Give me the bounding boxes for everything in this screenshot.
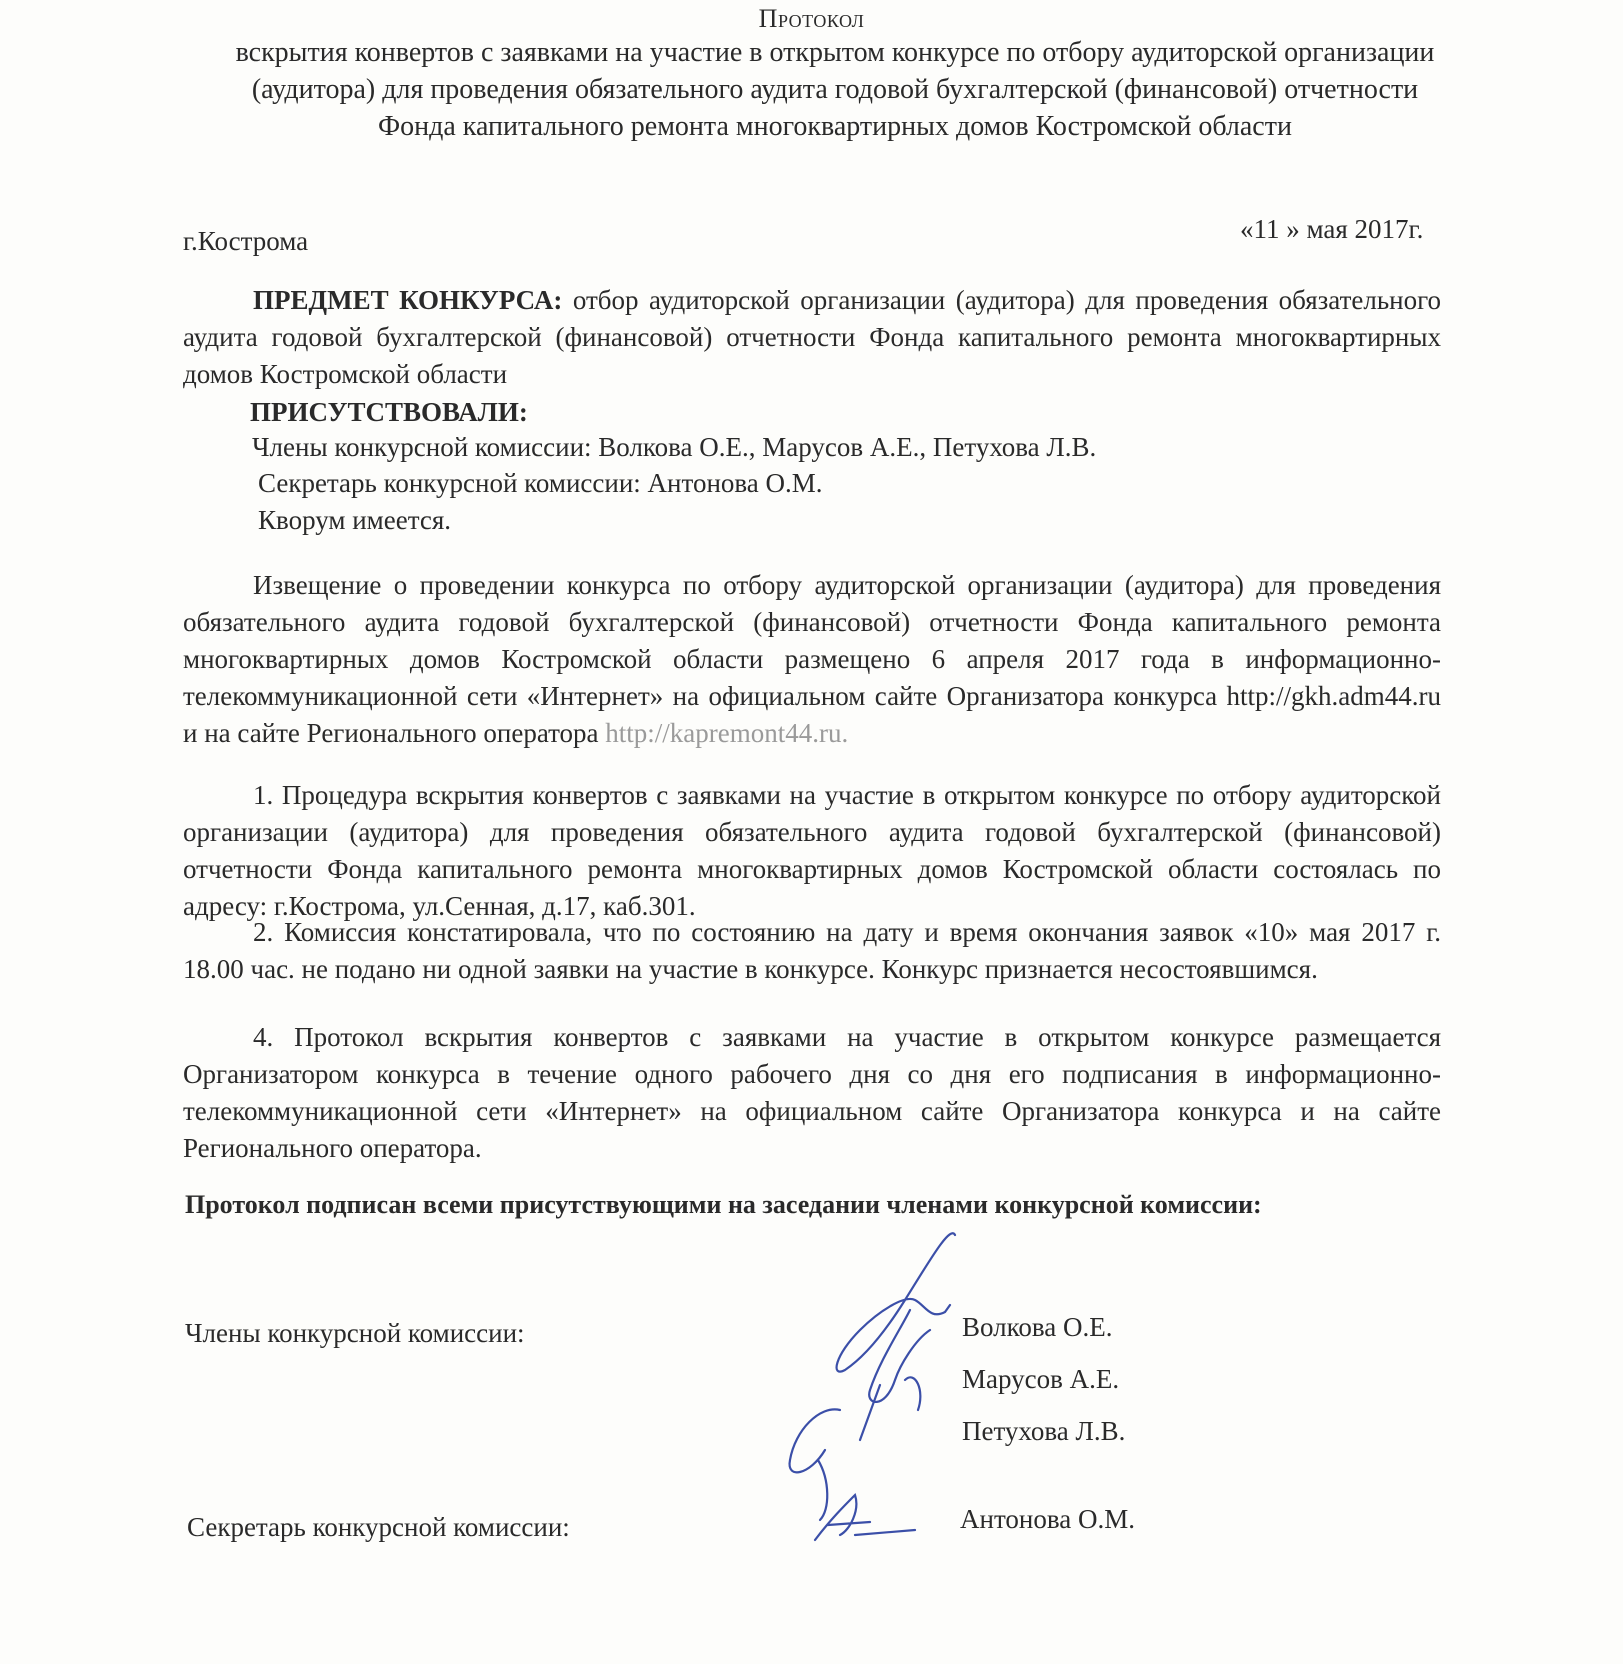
signature-petuhova	[790, 1409, 840, 1520]
attendance-secretary: Секретарь конкурсной комиссии: Антонова О.М.	[258, 468, 823, 498]
secretary-name: Антонова О.М.	[960, 1504, 1135, 1534]
notice-text: Извещение о проведении конкурса по отбору аудиторской организации (аудитора) для проведения обязательного аудита годовой бухгалтерской (финансовой) отчетности Фонда капитального ремонта многоквартирных домов Костромской области размещено 6 апреля 2017 года в информационно-телекоммуникационной сети «Интернет» на официальном сайте Организатора конкурса http://gkh.adm44.ru и на сайте Регионального оператора	[183, 570, 1441, 748]
signatures-heading: Протокол подписан всеми присутствующими на заседании членами конкурсной комиссии:	[185, 1190, 1262, 1219]
signature-volkova	[837, 1233, 955, 1371]
member-name: Марусов А.Е.	[962, 1364, 1120, 1394]
quorum: Кворум имеется.	[258, 505, 451, 535]
city: г.Кострома	[183, 226, 309, 256]
subject-paragraph	[183, 282, 1441, 393]
document-date: «11 » мая 2017г.	[1240, 214, 1424, 244]
signature-marusov	[860, 1310, 930, 1440]
item-4: 4. Протокол вскрытия конвертов с заявками на участие в открытом конкурсе размещается Организатором конкурса в течение одного рабочего дня со дня его подписания в информационно-телекоммуникационной сети «Интернет» на официальном сайте Организатора конкурса и на сайте Регионального оператора.	[183, 1022, 1441, 1163]
attendance-members: Члены конкурсной комиссии: Волкова О.Е., Марусов А.Е., Петухова Л.В.	[252, 432, 1097, 462]
item-2: 2. Комиссия констатировала, что по состоянию на дату и время окончания заявок «10» мая 2017 г. 18.00 час. не подано ни одной заявки на участие в конкурсе. Конкурс признается несостоявшимся.	[183, 917, 1441, 984]
members-label: Члены конкурсной комиссии:	[185, 1318, 525, 1348]
item-1: 1. Процедура вскрытия конвертов с заявками на участие в открытом конкурсе по отбору аудиторской организации (аудитора) для проведения обязательного аудита годовой бухгалтерской (финансовой) отчетности Фонда капитального ремонта многоквартирных домов Костромской области состоялась по адресу: г.Кострома, ул.Сенная, д.17, каб.301.	[183, 780, 1441, 921]
member-name: Петухова Л.В.	[962, 1416, 1126, 1446]
notice-paragraph	[183, 567, 1441, 752]
regional-operator-link[interactable]: http://kapremont44.ru.	[605, 718, 849, 748]
member-name: Волкова О.Е.	[962, 1312, 1113, 1342]
attendance-label: ПРИСУТСТВОВАЛИ:	[250, 397, 528, 427]
signature-antonova	[815, 1495, 915, 1540]
subject-text: отбор аудиторской организации (аудитора) для проведения обязательного аудита годовой бухгалтерской (финансовой) отчетности Фонда капитального ремонта многоквартирных домов Костромской области	[183, 285, 1441, 389]
document-title: Протокол	[758, 4, 865, 33]
document-subtitle: вскрытия конвертов с заявками на участие в открытом конкурсе по отбору аудиторской организации (аудитора) для проведения обязательного аудита годовой бухгалтерской (финансовой) отчетности Фонда капитального ремонта многоквартирных домов Костромской области	[235, 37, 1435, 142]
secretary-label: Секретарь конкурсной комиссии:	[187, 1512, 570, 1542]
subject-label: ПРЕДМЕТ КОНКУРСА:	[253, 285, 563, 315]
